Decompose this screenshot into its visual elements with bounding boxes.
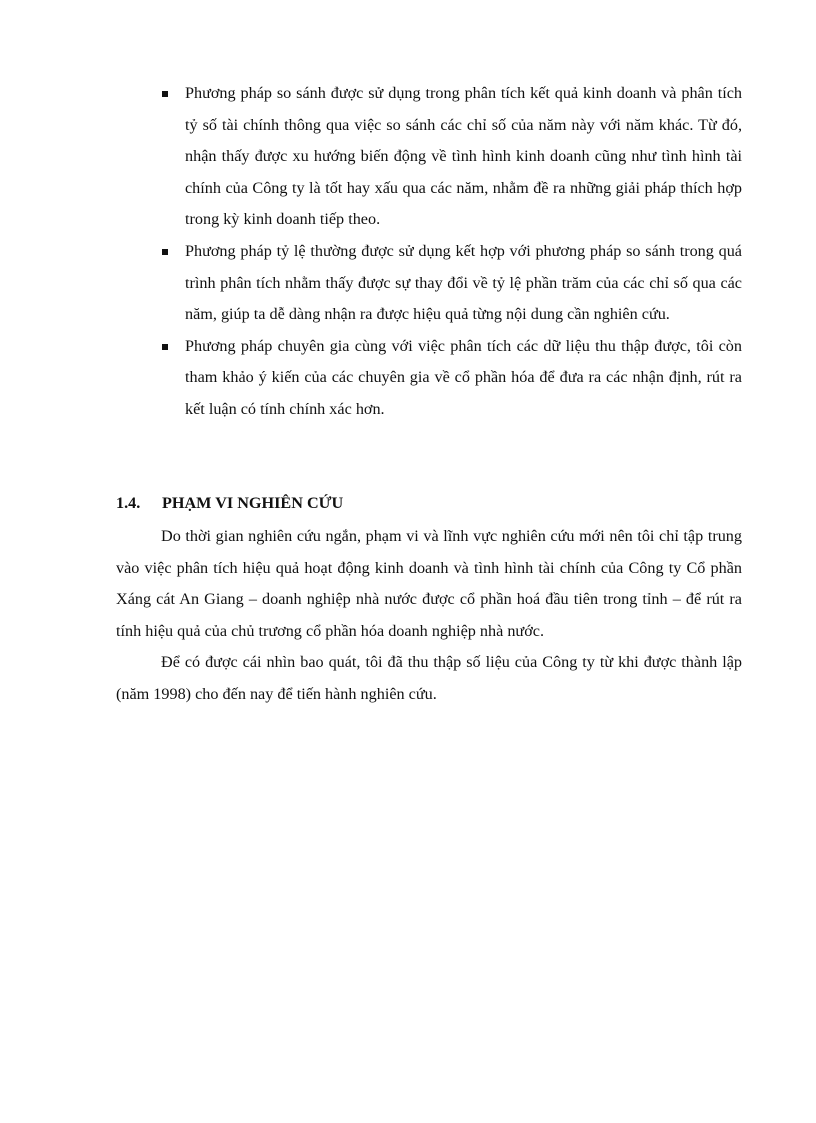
section-heading [116, 487, 742, 519]
square-bullet-icon [162, 344, 168, 350]
square-bullet-icon [162, 249, 168, 255]
body-paragraph-data-period: Để có được cái nhìn bao quát, tôi đã thu thập số liệu của Công ty từ khi được thành lập (năm 1998) cho đến nay để tiến hành nghiên cứu. [116, 653, 742, 703]
body-paragraph-scope: Do thời gian nghiên cứu ngắn, phạm vi và lĩnh vực nghiên cứu mới nên tôi chỉ tập trung vào việc phân tích hiệu quả hoạt động kinh doanh và tình hình tài chính của Công ty Cổ phần Xáng cát An Giang – doanh nghiệp nhà nước được cổ phần hoá đầu tiên trong tỉnh – để rút ra tính hiệu quả của chủ trương cổ phần hóa doanh nghiệp nhà nước. [116, 527, 742, 640]
bullet-item-expert-method [150, 331, 742, 426]
bullet-text: Phương pháp so sánh được sử dụng trong phân tích kết quả kinh doanh và phân tích tỷ số tài chính thông qua việc so sánh các chỉ số của năm này với năm khác. Từ đó, nhận thấy được xu hướng biến động về tình hình kinh doanh cũng như tình hình tài chính của Công ty là tốt hay xấu qua các năm, nhằm đề ra những giải pháp thích hợp trong kỳ kinh doanh tiếp theo. [185, 84, 742, 229]
bullet-item-comparison-method [150, 78, 742, 236]
method-bullet-list [150, 78, 742, 426]
bullet-item-ratio-method [150, 236, 742, 331]
section-number: 1.4. [116, 494, 141, 512]
section-title: PHẠM VI NGHIÊN CỨU [162, 494, 344, 512]
square-bullet-icon [162, 91, 168, 97]
section-body [116, 521, 742, 711]
bullet-text: Phương pháp tỷ lệ thường được sử dụng kết hợp với phương pháp so sánh trong quá trình phân tích nhằm thấy được sự thay đổi về tỷ lệ phần trăm của các chỉ số qua các năm, giúp ta dễ dàng nhận ra được hiệu quả từng nội dung cần nghiên cứu. [185, 241, 742, 324]
bullet-text: Phương pháp chuyên gia cùng với việc phân tích các dữ liệu thu thập được, tôi còn tham khảo ý kiến của các chuyên gia về cổ phần hóa để đưa ra các nhận định, rút ra kết luận có tính chính xác hơn. [185, 336, 742, 418]
